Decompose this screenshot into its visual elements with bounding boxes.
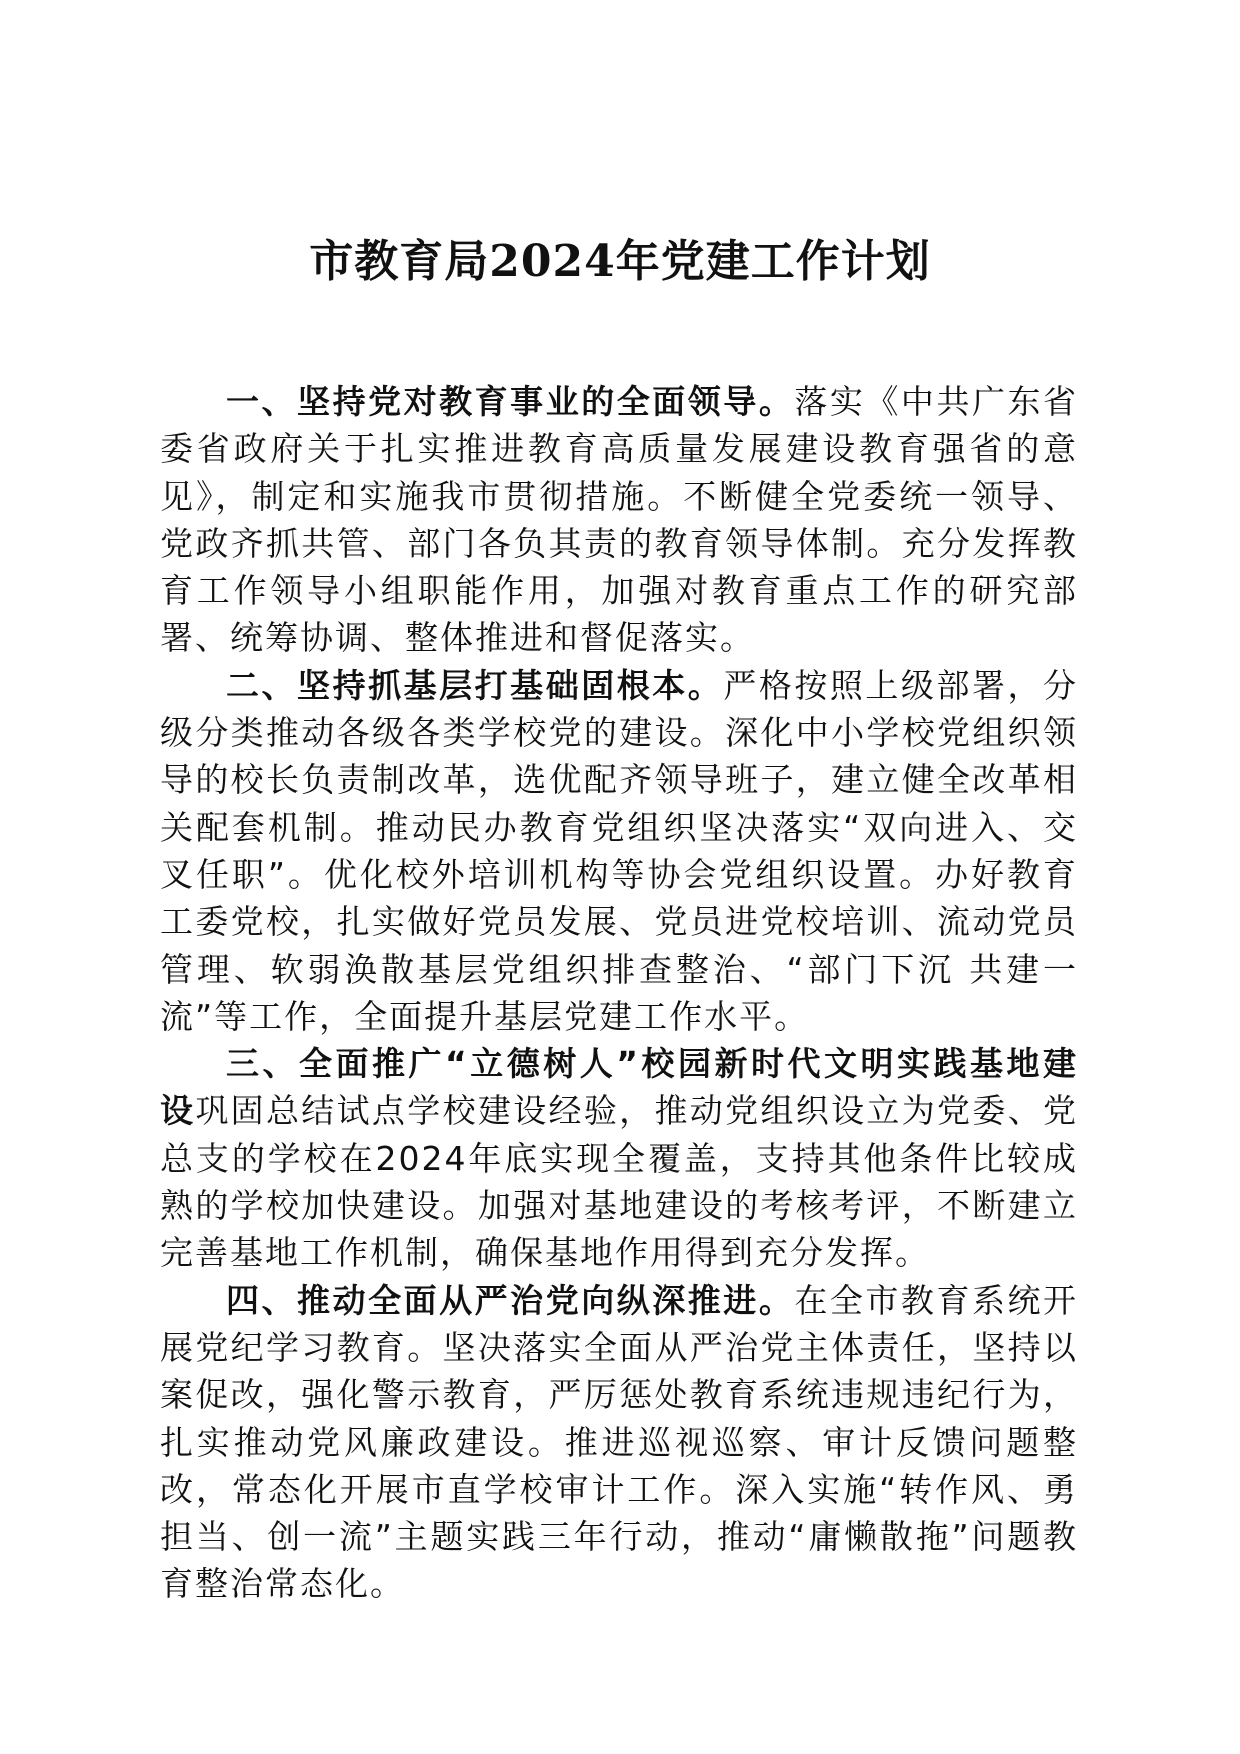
section-body-4: 在全市教育系统开展党纪学习教育。坚决落实全面从严治党主体责任，坚持以案促改，强化警示教育，严厉惩处教育系统违规违纪行为，扎实推动党风廉政建设。推进巡视巡察、审计反馈问题整改，常态化开展市直学校审计工作。深入实施“转作风、勇担当、创一流”主题实践三年行动，推动“庸懒散拖”问题教育整治常态化。	[160, 1280, 1079, 1604]
section-heading-3: 三、全面推广“立德树人”校园新时代文明实践基地建设	[160, 1044, 1078, 1131]
section-heading-2: 二、坚持抓基层打基础固根本。	[226, 665, 724, 705]
section-paragraph-3	[160, 1040, 1078, 1276]
document-title: 市教育局2024年党建工作计划	[309, 236, 931, 287]
document-body	[160, 378, 1078, 1608]
section-paragraph-2	[160, 662, 1078, 1040]
section-paragraph-4	[160, 1277, 1078, 1608]
section-body-1: 落实《中共广东省委省政府关于扎实推进教育高质量发展建设教育强省的意见》，制定和实施我市贯彻措施。不断健全党委统一领导、党政齐抓共管、部门各负其责的教育领导体制。充分发挥教育工作领导小组职能作用，加强对教育重点工作的研究部署、统筹协调、整体推进和督促落实。	[160, 382, 1079, 658]
section-heading-1: 一、坚持党对教育事业的全面领导。	[226, 382, 795, 421]
section-heading-4: 四、推动全面从严治党向纵深推进。	[226, 1280, 795, 1320]
section-paragraph-1	[160, 378, 1078, 662]
section-body-3: 巩固总结试点学校建设经验，推动党组织设立为党委、党总支的学校在2024年底实现全覆盖，支持其他条件比较成熟的学校加快建设。加强对基地建设的考核考评，不断建立完善基地工作机制，确保基地作用得到充分发挥。	[160, 1091, 1079, 1273]
section-body-2: 严格按照上级部署，分级分类推动各级各类学校党的建设。深化中小学校党组织领导的校长负责制改革，选优配齐领导班子，建立健全改革相关配套机制。推动民办教育党组织坚决落实“双向进入、交叉任职”。优化校外培训机构等协会党组织设置。办好教育工委党校，扎实做好党员发展、党员进党校培训、流动党员管理、软弱涣散基层党组织排查整治、“部门下沉 共建一流”等工作，全面提升基层党建工作水平。	[160, 665, 1079, 1036]
